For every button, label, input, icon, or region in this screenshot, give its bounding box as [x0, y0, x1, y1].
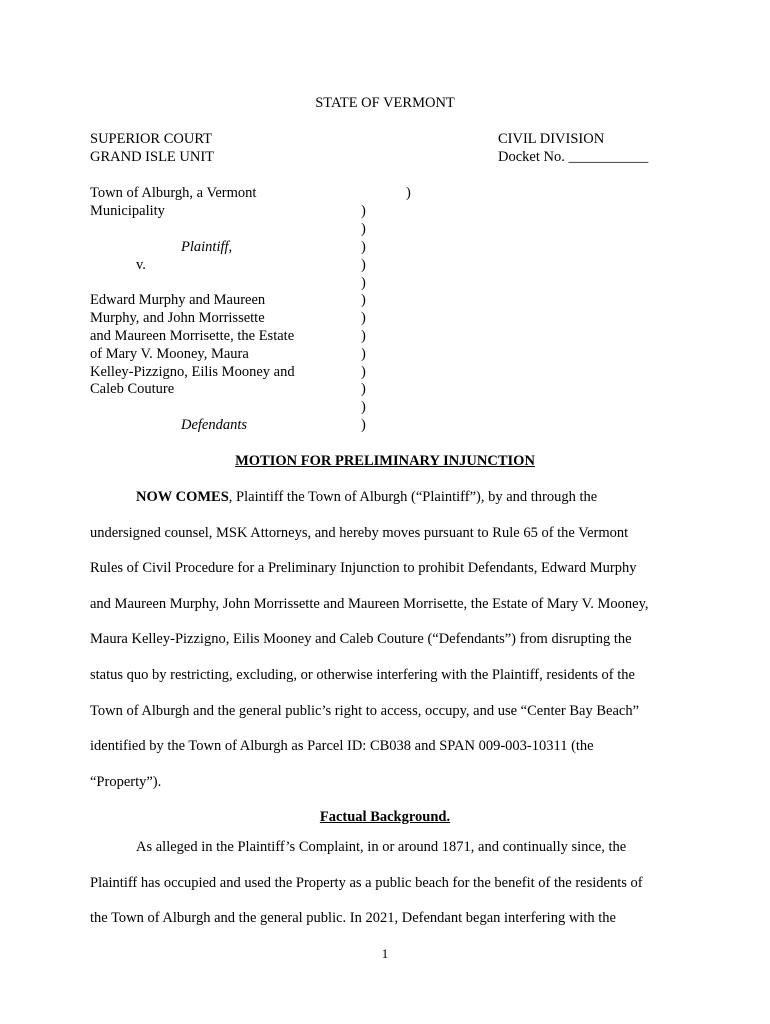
caption-paren: ) [361, 221, 366, 237]
motion-line-1-text: , Plaintiff the Town of Alburgh (“Plaintiff”), by and through the [228, 489, 598, 505]
defendants-line-1: Edward Murphy and Maureen [90, 292, 266, 308]
state-heading: STATE OF VERMONT [315, 95, 455, 111]
caption-paren: ) [361, 292, 366, 308]
caption-paren: ) [361, 364, 366, 380]
motion-line-1 [136, 488, 597, 506]
caption-paren: ) [361, 328, 366, 344]
background-line-1: As alleged in the Plaintiff’s Complaint, in or around 1871, and continually since, the [136, 839, 627, 855]
caption-paren: ) [361, 310, 366, 326]
motion-line-4: and Maureen Murphy, John Morrissette and Maureen Morrisette, the Estate of Mary V. Mooney, [90, 596, 649, 612]
background-line-3: the Town of Alburgh and the general public. In 2021, Defendant began interfering with the [90, 910, 616, 926]
motion-line-8: identified by the Town of Alburgh as Parcel ID: CB038 and SPAN 009-003-10311 (the [90, 738, 594, 754]
motion-line-7: Town of Alburgh and the general public’s right to access, occupy, and use “Center Bay Beach” [90, 703, 640, 719]
court-name: SUPERIOR COURT [90, 131, 212, 147]
section-heading: Factual Background. [319, 809, 451, 825]
defendants-line-6: Caleb Couture [90, 381, 175, 397]
court-unit: GRAND ISLE UNIT [90, 149, 215, 165]
motion-line-6: status quo by restricting, excluding, or otherwise interfering with the Plaintiff, residents of the [90, 667, 635, 683]
page-number: 1 [381, 946, 389, 961]
motion-line-3: Rules of Civil Procedure for a Preliminary Injunction to prohibit Defendants, Edward Murphy [90, 560, 637, 576]
caption-paren: ) [361, 203, 366, 219]
defendants-line-2: Murphy, and John Morrissette [90, 310, 265, 326]
defendants-line-3: and Maureen Morrisette, the Estate [90, 328, 295, 344]
caption-paren: ) [361, 399, 366, 415]
caption-paren: ) [361, 239, 366, 255]
docket-number: Docket No. ___________ [498, 149, 649, 165]
defendants-label: Defendants [181, 417, 248, 433]
caption-paren: ) [361, 381, 366, 397]
motion-line-2: undersigned counsel, MSK Attorneys, and hereby moves pursuant to Rule 65 of the Vermont [90, 525, 629, 541]
defendants-line-5: Kelley-Pizzigno, Eilis Mooney and [90, 364, 295, 380]
caption-paren: ) [406, 185, 411, 201]
defendants-line-4: of Mary V. Mooney, Maura [90, 346, 249, 362]
plaintiff-label: Plaintiff, [181, 239, 233, 255]
caption-paren: ) [361, 257, 366, 273]
background-line-2: Plaintiff has occupied and used the Property as a public beach for the benefit of the residents of [90, 875, 643, 891]
caption-paren: ) [361, 417, 366, 433]
plaintiff-name-cont: Municipality [90, 203, 165, 219]
motion-line-9: “Property”). [90, 774, 162, 790]
plaintiff-name: Town of Alburgh, a Vermont [90, 185, 257, 201]
now-comes-lead: NOW COMES [136, 489, 229, 505]
division-name: CIVIL DIVISION [498, 131, 605, 147]
versus: v. [136, 257, 146, 273]
motion-line-5: Maura Kelley-Pizzigno, Eilis Mooney and Caleb Couture (“Defendants”) from disrupting the [90, 631, 632, 647]
caption-paren: ) [361, 346, 366, 362]
motion-title: MOTION FOR PRELIMINARY INJUNCTION [235, 453, 535, 469]
caption-paren: ) [361, 275, 366, 291]
